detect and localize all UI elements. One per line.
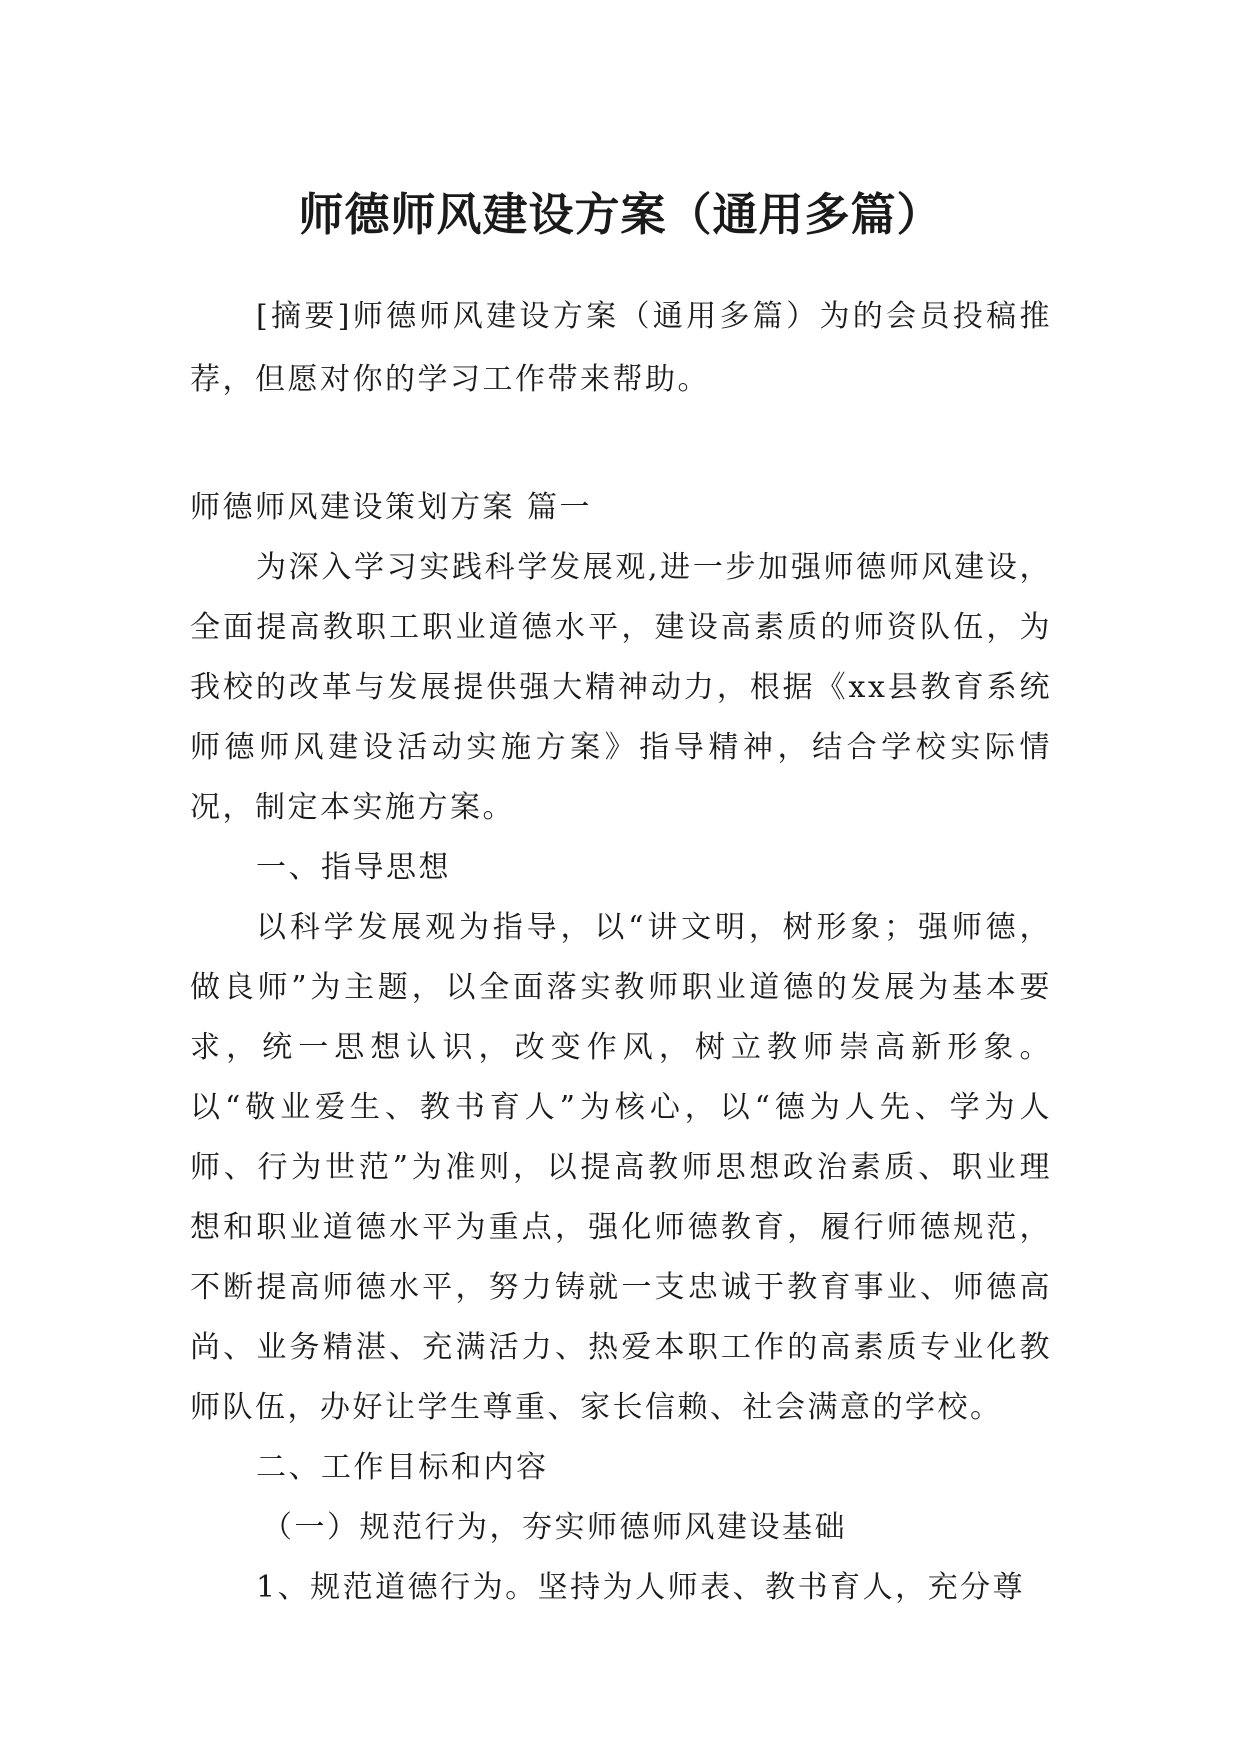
guiding-ideology-paragraph: 以科学发展观为指导，以“讲文明，树形象；强师德，做良师”为主题，以全面落实教师职业道德的发展为基本要求，统一思想认识，改变作风，树立教师崇高新形象。以“敬业爱生、教书育人”为核心，以“德为人先、学为人师、行为世范”为准则，以提高教师思想政治素质、职业理想和职业道德水平为重点，强化师德教育，履行师德规范，不断提高师德水平，努力铸就一支忠诚于教育事业、师德高尚、业务精湛、充满活力、热爱本职工作的高素质专业化教师队伍，办好让学生尊重、家长信赖、社会满意的学校。	[190, 910, 1052, 1425]
document-title: 师德师风建设方案（通用多篇）	[298, 188, 943, 242]
heading-guiding-ideology: 一、指导思想	[256, 850, 451, 885]
subheading-standardize-behavior: （一）规范行为，夯实师德师风建设基础	[262, 1510, 847, 1545]
heading-work-goals: 二、工作目标和内容	[256, 1450, 549, 1485]
document-body	[190, 478, 1052, 1618]
abstract-paragraph: [摘要]师德师风建设方案（通用多篇）为的会员投稿推荐，但愿对你的学习工作带来帮助。	[190, 299, 1052, 397]
item-standardize-moral-behavior: 1、规范道德行为。坚持为人师表、教书育人，充分尊	[256, 1570, 1026, 1605]
intro-paragraph: 为深入学习实践科学发展观,进一步加强师德师风建设，全面提高教职工职业道德水平，建设高素质的师资队伍，为我校的改革与发展提供强大精神动力，根据《xx县教育系统师德师风建设活动实施方案》指导精神，结合学校实际情况，制定本实施方案。	[190, 550, 1052, 825]
section-heading: 师德师风建设策划方案 篇一	[190, 490, 593, 525]
